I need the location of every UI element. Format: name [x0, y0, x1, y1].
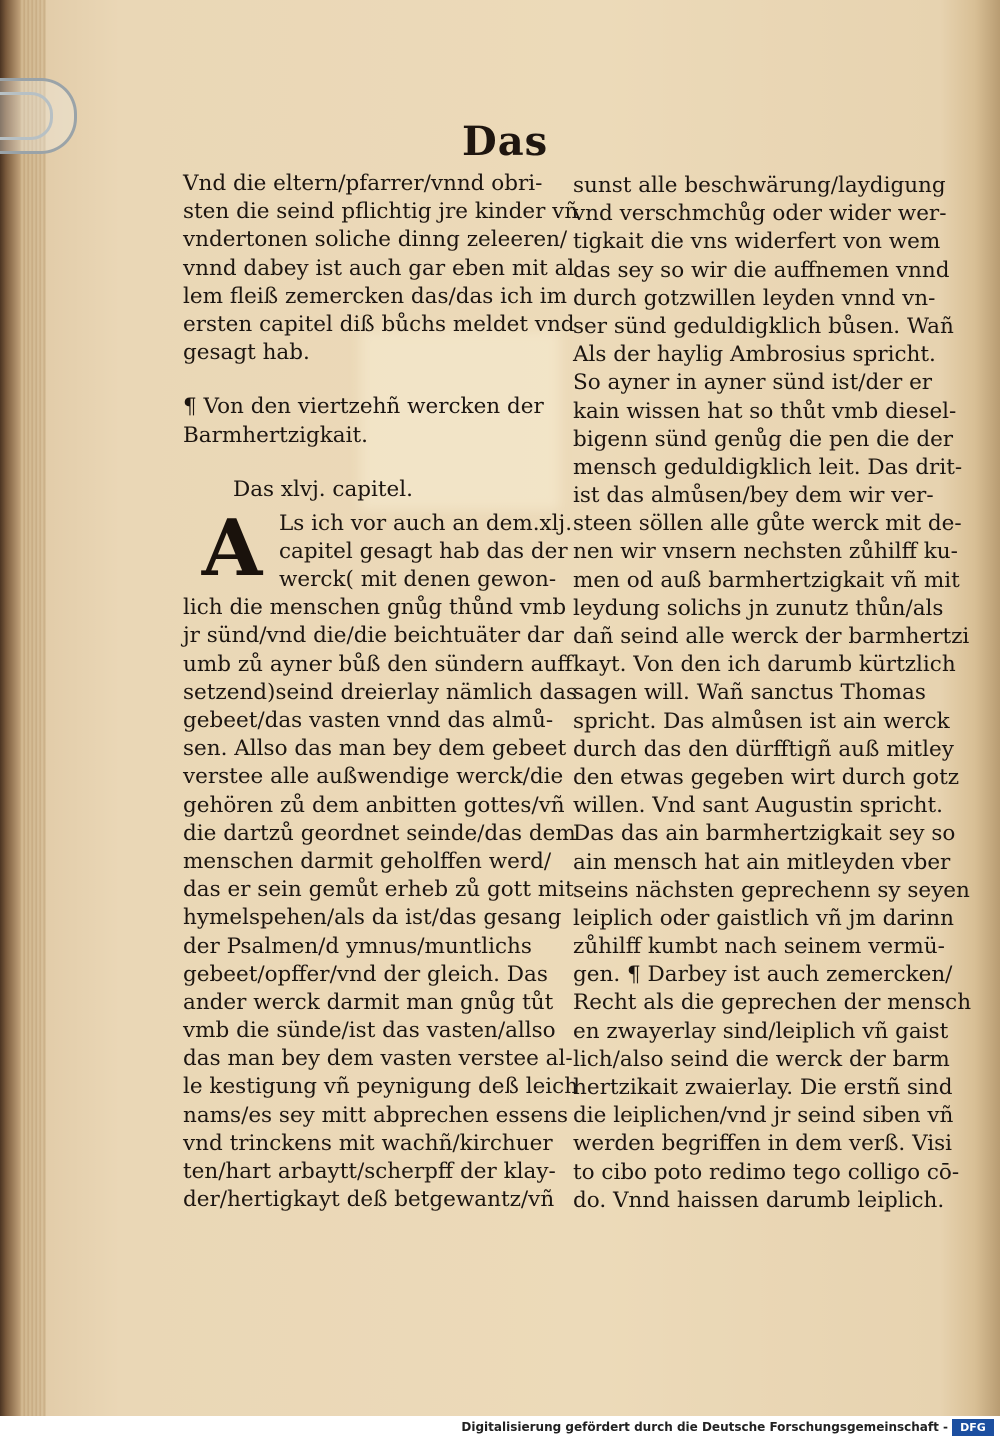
text-line: hymelspehen/als da ist/das gesang [183, 905, 562, 931]
text-line: kain wissen hat so thůt vmb diesel- [573, 398, 957, 424]
text-line: umb zů ayner bůß den sündern auff [183, 651, 573, 677]
text-line: die leiplichen/vnd jr seind siben vñ [573, 1103, 954, 1129]
text-line: vnd trinckens mit wachñ/kirchuer [183, 1130, 553, 1156]
text-line: willen. Vnd sant Augustin spricht. [573, 793, 943, 819]
text-line: das sey so wir die auffnemen vnnd [573, 257, 950, 283]
text-line: ten/hart arbaytt/scherpff der klay- [183, 1159, 556, 1184]
text-line: Das das ain barmhertzigkait sey so [573, 821, 956, 847]
text-line: der Psalmen/d ymnus/muntlichs [183, 933, 532, 959]
text-line: den etwas gegeben wirt durch gotz [573, 764, 960, 790]
text-line: lich/also seind die werck der barm [573, 1046, 950, 1072]
text-line: Ls ich vor auch an dem.xlj. [279, 510, 573, 536]
text-line: bigenn sünd genůg die pen die der [573, 426, 954, 452]
funding-note: Digitalisierung gefördert durch die Deutsche Forschungsgemeinschaft - [461, 1420, 948, 1434]
text-line: gebeet/das vasten vnnd das almů- [183, 708, 554, 733]
text-line: tigkait die vns widerfert von wem [573, 229, 941, 255]
text-line: vnnd dabey ist auch gar eben mit al [183, 255, 575, 281]
text-line: sten die seind pflichtig jre kinder vñ [183, 199, 579, 225]
text-line: durch gotzwillen leyden vnnd vn- [573, 285, 936, 311]
text-line: der/hertigkayt deß betgewantz/vñ [183, 1187, 555, 1213]
text-line: lem fleiß zemercken das/das ich im [183, 283, 568, 309]
text-line: Recht als die geprechen der mensch [573, 990, 972, 1016]
right-body-paragraph [573, 172, 972, 1215]
text-line: leiplich oder gaistlich vñ jm darinn [573, 905, 955, 931]
text-line: setzend)seind dreierlay nämlich das [183, 679, 577, 705]
initial-block [183, 502, 573, 595]
text-line: hertzikait zwaierlay. Die erstñ sind [573, 1075, 953, 1100]
book-page-edges [20, 0, 46, 1416]
text-line: en zwayerlay sind/leiplich vñ gaist [573, 1018, 949, 1044]
text-line: das man bey dem vasten verstee al- [183, 1046, 573, 1072]
right-column [573, 172, 972, 1215]
text-line: sen. Allso das man bey dem gebeet [183, 736, 567, 762]
text-line: menschen darmit geholffen werd/ [183, 848, 552, 874]
text-line: leydung solichs jn zunutz thůn/als [573, 595, 944, 621]
text-line: vmb die sünde/ist das vasten/allso [183, 1018, 556, 1044]
left-column [183, 170, 579, 1214]
text-line: do. Vnnd haissen darumb leiplich. [573, 1187, 945, 1213]
footer-bar [0, 1416, 1000, 1440]
text-line: seins nächsten geprechenn sy seyen [573, 877, 970, 903]
text-line: steen söllen alle gůte werck mit de- [573, 511, 962, 537]
text-line: dañ seind alle werck der barmhertzi [573, 624, 970, 649]
text-line: to cibo poto redimo tego colligo cō- [573, 1159, 960, 1185]
text-line: gebeet/opffer/vnd der gleich. Das [183, 961, 548, 987]
text-line: So ayner in ayner sünd ist/der er [573, 370, 933, 396]
text-line: verstee alle außwendige werck/die [183, 764, 564, 790]
text-line: vnd verschmchůg oder wider wer- [573, 201, 947, 227]
text-line: ¶ Von den viertzehñ wercken der [183, 394, 544, 420]
chapter-heading [183, 393, 569, 449]
decorated-initial: A [201, 502, 263, 594]
text-line: nams/es sey mitt abprechen essens [183, 1102, 569, 1128]
text-line: Als der haylig Ambrosius spricht. [573, 342, 936, 368]
text-line: mensch geduldigklich leit. Das drit- [573, 454, 963, 480]
text-line: sagen will. Wañ sanctus Thomas [573, 680, 926, 706]
text-line: lich die menschen gnůg thůnd vmb [183, 595, 567, 621]
text-line: ser sünd geduldigklich bůsen. Wañ [573, 313, 954, 339]
text-line: ain mensch hat ain mitleyden vber [573, 849, 951, 875]
text-line: ander werck darmit man gnůg tůt [183, 989, 554, 1015]
text-line: sunst alle beschwärung/laydigung [573, 173, 946, 198]
text-line: le kestigung vñ peynigung deß leich [183, 1074, 579, 1100]
text-line: Vnd die eltern/pfarrer/vnnd obri- [183, 171, 543, 196]
text-line: Barmhertzigkait. [183, 422, 368, 448]
spacer [183, 450, 569, 476]
text-line: kayt. Von den ich darumb kürtzlich [573, 652, 956, 678]
text-line: ist das almůsen/bey dem wir ver- [573, 483, 934, 509]
text-line: gesagt hab. [183, 340, 310, 366]
text-line: gehören zů dem anbitten gottes/vñ [183, 792, 565, 818]
dfg-logo: DFG [952, 1419, 994, 1436]
left-body-paragraph [183, 594, 579, 1214]
text-line: das er sein gemůt erheb zů gott mit [183, 877, 574, 903]
text-line: durch das den dürfftigñ auß mitley [573, 736, 954, 762]
text-line: vndertonen soliche dinng zeleeren/ [183, 227, 568, 253]
running-head: Das [462, 118, 549, 165]
text-line: die dartzů geordnet seinde/das dem [183, 820, 576, 846]
text-line: werck( mit denen gewon- [279, 567, 557, 593]
text-line: ersten capitel diß bůchs meldet vnd [183, 311, 575, 337]
text-line: jr sünd/vnd die/die beichtuäter dar [183, 623, 564, 649]
spacer [183, 367, 569, 393]
left-intro-paragraph [183, 170, 579, 367]
text-line: nen wir vnsern nechsten zůhilff ku- [573, 539, 958, 565]
text-line: zůhilff kumbt nach seinem vermü- [573, 934, 945, 960]
text-line: spricht. Das almůsen ist ain werck [573, 708, 950, 734]
text-line: gen. ¶ Darbey ist auch zemercken/ [573, 962, 953, 988]
text-line: werden begriffen in dem verß. Visi [573, 1131, 953, 1157]
text-line: capitel gesagt hab das der [279, 538, 568, 564]
chapter-number: Das xlvj. capitel. [233, 476, 413, 502]
paper-clip-inner-loop [0, 92, 53, 140]
text-line: men od auß barmhertzigkait vñ mit [573, 567, 960, 593]
